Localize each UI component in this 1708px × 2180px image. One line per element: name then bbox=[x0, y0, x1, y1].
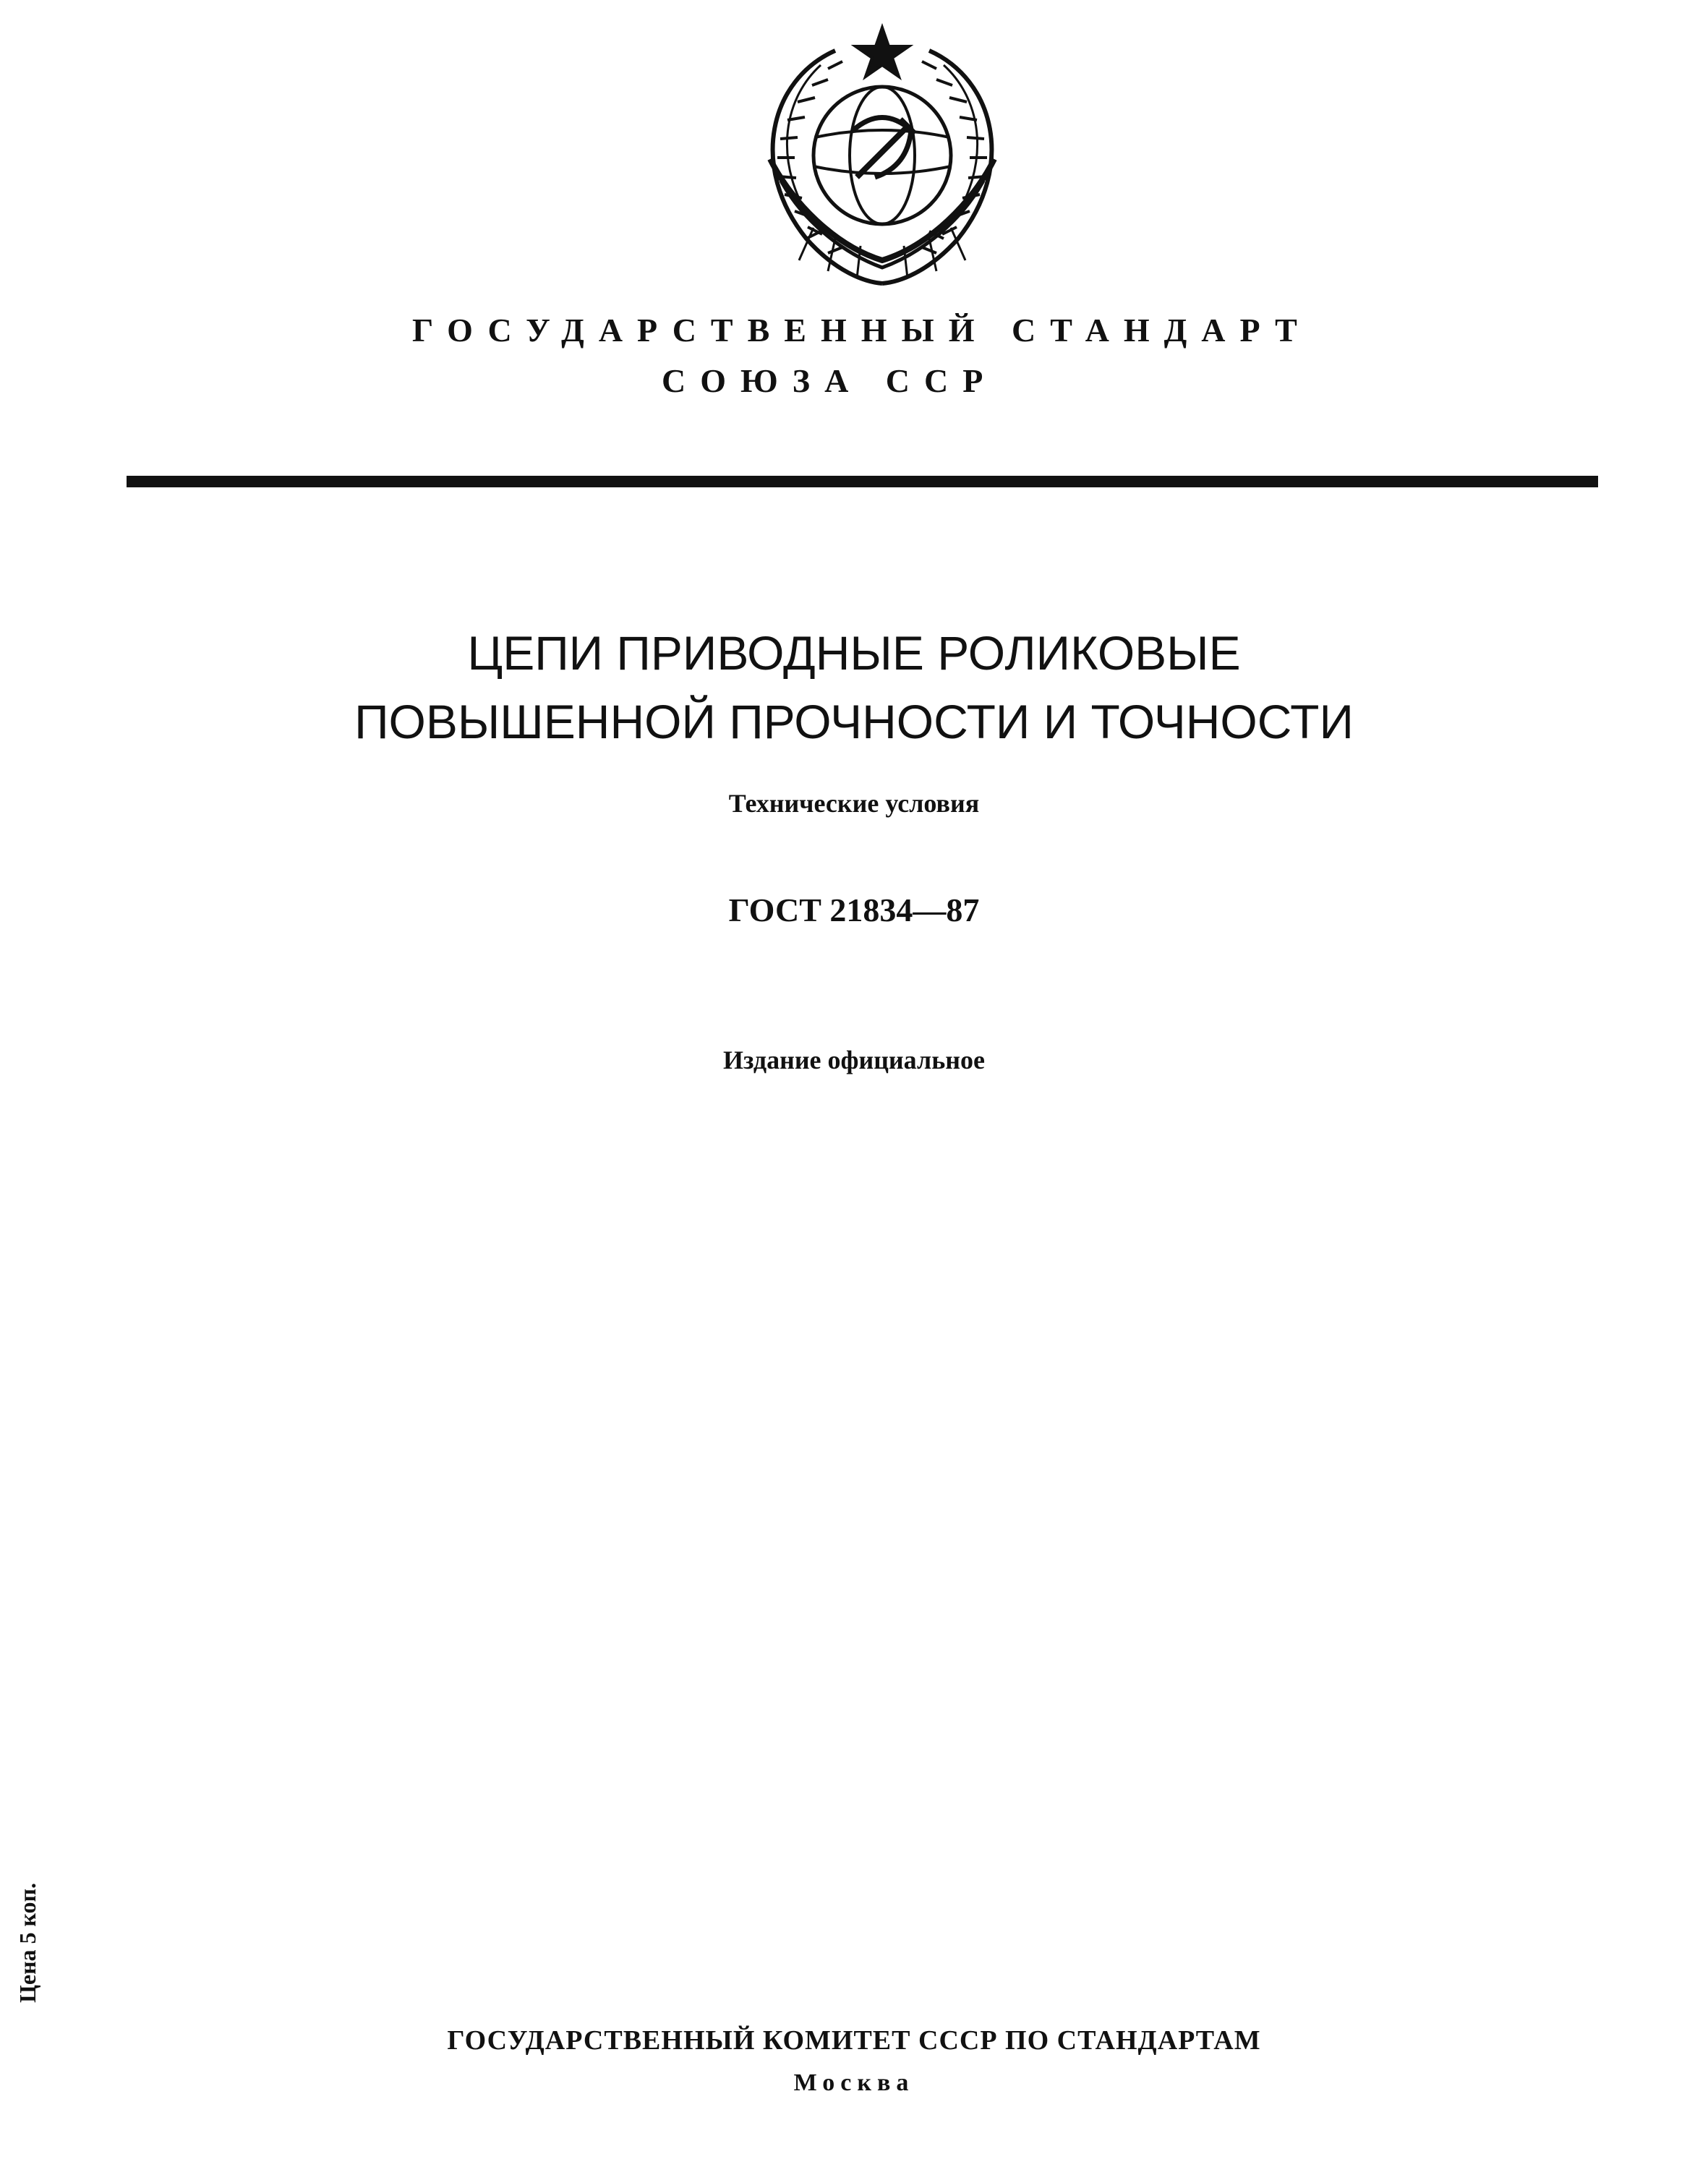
document-subtitle: Технические условия bbox=[728, 789, 980, 818]
price-label: Цена 5 коп. bbox=[14, 1883, 40, 2003]
header-line-2: СОЮЗА ССР bbox=[662, 362, 998, 399]
ussr-state-emblem-icon bbox=[727, 22, 1038, 304]
edition-label: Издание официальное bbox=[723, 1046, 985, 1074]
publisher-city: Москва bbox=[793, 2069, 915, 2096]
standard-number: ГОСТ 21834—87 bbox=[728, 892, 980, 928]
document-title-line-2: ПОВЫШЕННОЙ ПРОЧНОСТИ И ТОЧНОСТИ bbox=[354, 695, 1354, 748]
header-line-1: ГОСУДАРСТВЕННЫЙ СТАНДАРТ bbox=[412, 312, 1312, 349]
header-divider bbox=[127, 476, 1598, 487]
publisher-name: ГОСУДАРСТВЕННЫЙ КОМИТЕТ СССР ПО СТАНДАРТАМ bbox=[447, 2025, 1261, 2056]
document-title-line-1: ЦЕПИ ПРИВОДНЫЕ РОЛИКОВЫЕ bbox=[467, 626, 1241, 680]
